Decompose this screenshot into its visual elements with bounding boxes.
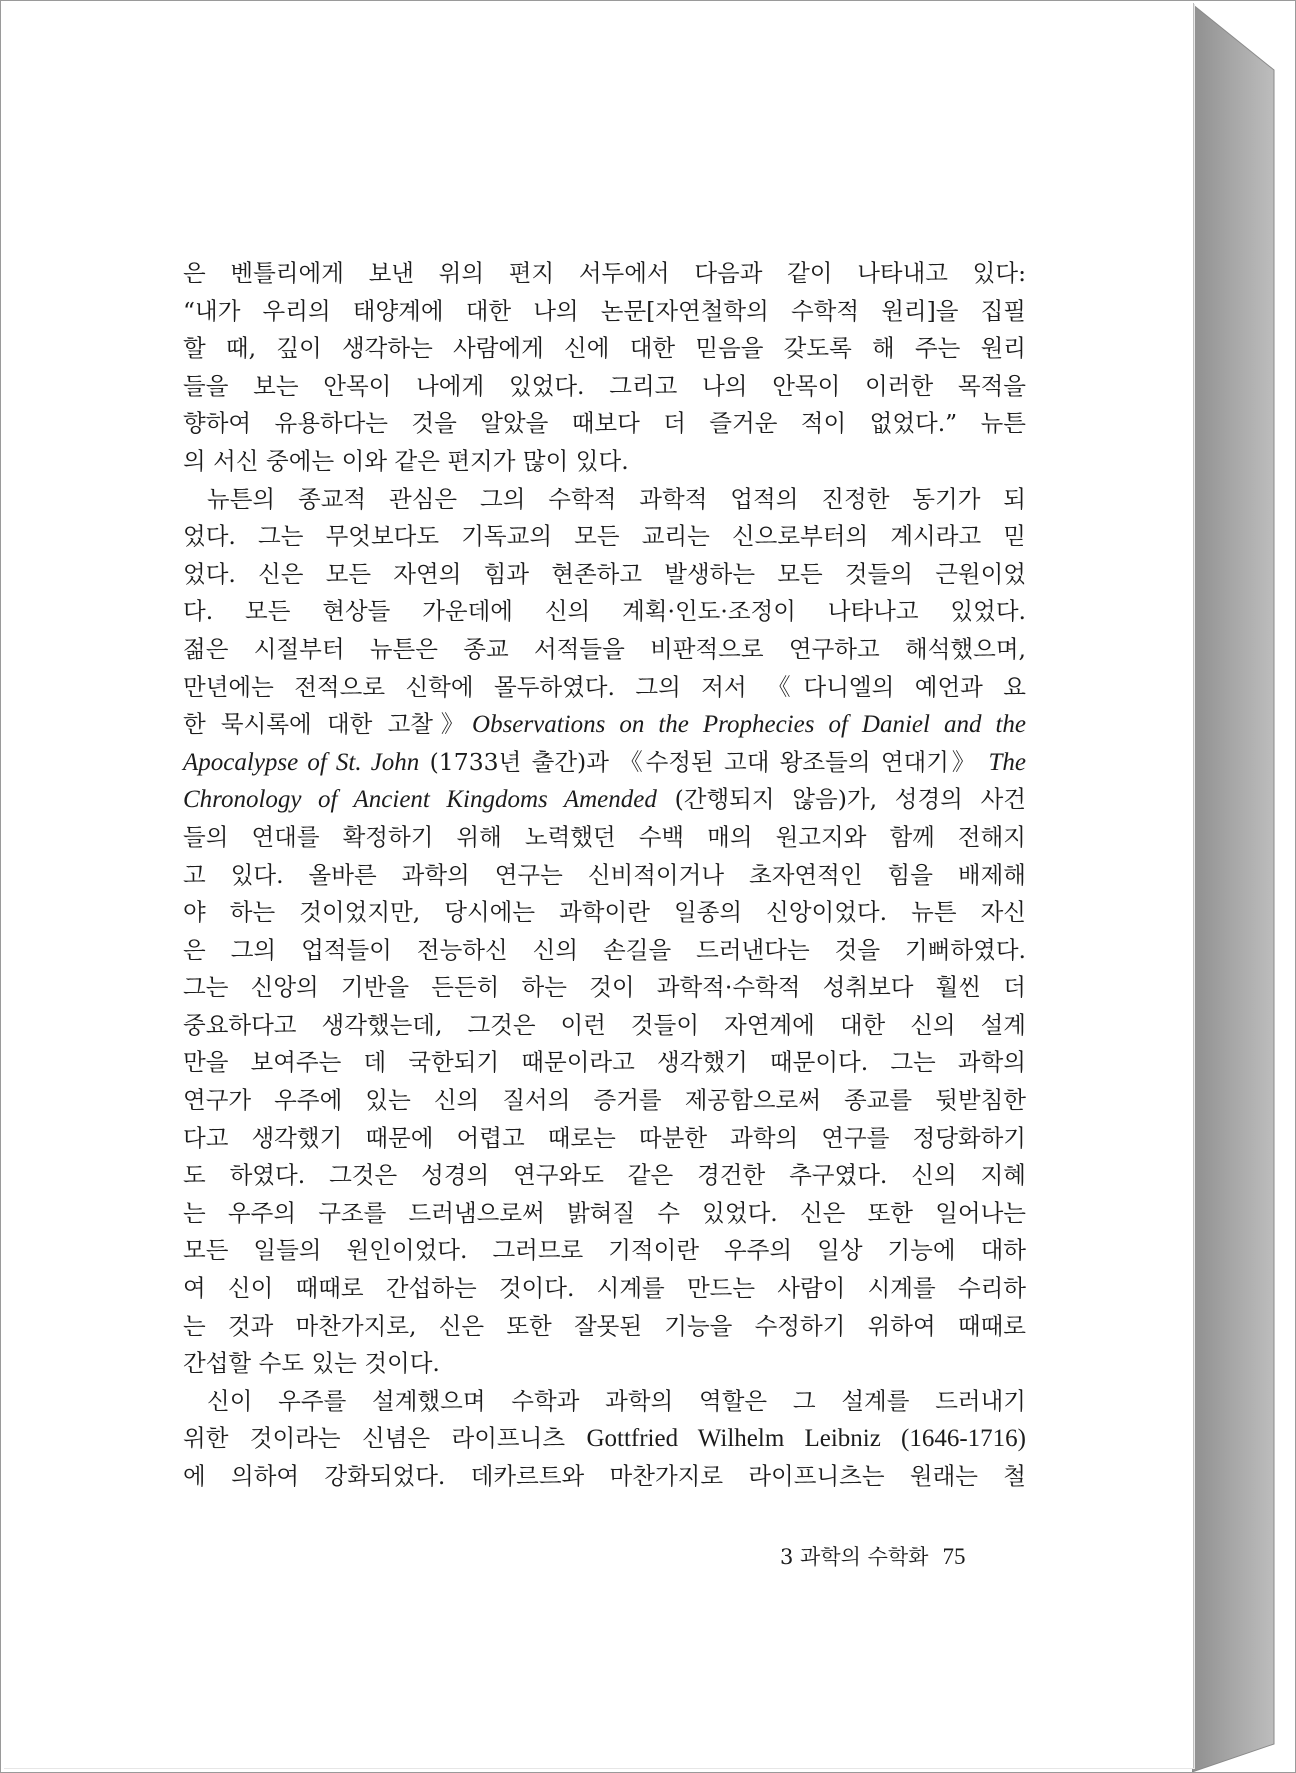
leibniz-name: Gottfried Wilhelm Leibniz (1646-1716): [586, 1425, 1026, 1453]
paragraph-start-line: 뉴튼의 종교적 관심은 그의 수학적 과학적 업적의 진정한 동기가 되: [207, 484, 1026, 513]
english-book-title-2-cont: Chronology of Ancient Kingdoms Amended: [183, 786, 657, 814]
mixed-text-line: [183, 744, 1026, 782]
running-footer: [780, 1541, 1000, 1571]
leibniz-lead: 위한 것이라는 신념은 라이프니츠: [183, 1424, 587, 1453]
page-body: [183, 255, 1026, 1496]
english-book-title-cont: Apocalypse of St. John: [183, 748, 420, 776]
text-line: 중요하다고 생각했는데, 그것은 이런 것들이 자연계에 대한 신의 설계: [183, 1010, 1026, 1039]
text-line: 만년에는 전적으로 신학에 몰두하였다. 그의 저서 《다니엘의 예언과 요: [183, 672, 1026, 701]
text-line: 그는 신앙의 기반을 든든히 하는 것이 과학적·수학적 성취보다 훨씬 더: [183, 973, 1026, 1002]
text-line: 은 벤틀리에게 보낸 위의 편지 서두에서 다음과 같이 나타내고 있다:: [183, 259, 1026, 287]
text-line: 다. 모든 현상들 가운데에 신의 계획·인도·조정이 나타나고 있었다.: [183, 597, 1026, 626]
text-line: 었다. 그는 무엇보다도 기독교의 모든 교리는 신으로부터의 계시라고 믿: [183, 522, 1026, 551]
text-line: 들의 연대를 확정하기 위해 노력했던 수백 매의 원고지와 함께 전해지: [183, 822, 1026, 851]
text-line: 향하여 유용하다는 것을 알았을 때보다 더 즐거운 적이 없었다.” 뉴튼: [183, 409, 1026, 438]
text-line: 연구가 우주에 있는 신의 질서의 증거를 제공함으로써 종교를 뒷받침한: [183, 1086, 1026, 1115]
text-line: 야 하는 것이었지만, 당시에는 과학이란 일종의 신앙이었다. 뉴튼 자신: [183, 898, 1026, 927]
chapter-title: 3 과학의 수학화: [780, 1545, 929, 1569]
text-line: 만을 보여주는 데 국한되기 때문이라고 생각했기 때문이다. 그는 과학의: [183, 1048, 1026, 1077]
mixed-text-line: [183, 1420, 1026, 1458]
english-book-title: Observations on the Prophecies of Daniel and the: [472, 711, 1027, 739]
publication-note: (1733년 출간)과 《수정된 고대 왕조들의 연대기》: [419, 747, 989, 776]
korean-book-title: 한 묵시록에 대한 고찰》: [183, 710, 473, 739]
text-line: 여 신이 때때로 간섭하는 것이다. 시계를 만드는 사람이 시계를 수리하: [183, 1274, 1026, 1303]
paragraph-start-line: 신이 우주를 설계했으며 수학과 과학의 역할은 그 설계를 드러내기: [207, 1386, 1026, 1415]
text-line: 은 그의 업적들이 전능하신 신의 손길을 드러낸다는 것을 기뻐하였다.: [183, 935, 1026, 964]
mixed-text-line: [183, 706, 1026, 744]
text-line: 할 때, 깊이 생각하는 사람에게 신에 대한 믿음을 갖도록 해 주는 원리: [183, 334, 1026, 363]
text-line: 의 서신 중에는 이와 같은 편지가 많이 있다.: [183, 446, 629, 475]
text-line: 도 하였다. 그것은 성경의 연구와도 같은 경건한 추구였다. 신의 지혜: [183, 1161, 1026, 1190]
text-line: 는 우주의 구조를 드러냄으로써 밝혀질 수 있었다. 신은 또한 일어나는: [183, 1198, 1026, 1227]
text-line: 에 의하여 강화되었다. 데카르트와 마찬가지로 라이프니츠는 원래는 철: [183, 1462, 1026, 1490]
text-line: 었다. 신은 모든 자연의 힘과 현존하고 발생하는 모든 것들의 근원이었: [183, 559, 1026, 588]
text-line: 모든 일들의 원인이었다. 그러므로 기적이란 우주의 일상 기능에 대하: [183, 1236, 1026, 1265]
text-line: 는 것과 마찬가지로, 신은 또한 잘못된 기능을 수정하기 위하여 때때로: [183, 1311, 1026, 1340]
mixed-text-line: [183, 781, 1026, 819]
text-line: 고 있다. 올바른 과학의 연구는 신비적이거나 초자연적인 힘을 배제해: [183, 860, 1026, 889]
text-line: 다고 생각했기 때문에 어렵고 때로는 따분한 과학의 연구를 정당화하기: [183, 1123, 1026, 1152]
page-depth-shading: [1192, 4, 1292, 1772]
english-book-title-2: The: [988, 748, 1026, 776]
text-line: 젊은 시절부터 뉴튼은 종교 서적들을 비판적으로 연구하고 해석했으며,: [183, 634, 1026, 663]
text-line: “내가 우리의 태양계에 대한 나의 논문[자연철학의 수학적 원리]을 집필: [183, 296, 1026, 325]
text-line: 들을 보는 안목이 나에게 있었다. 그리고 나의 안목이 이러한 목적을: [183, 371, 1026, 400]
unpublished-note: (간행되지 않음)가, 성경의 사건: [656, 785, 1026, 814]
text-line: 간섭할 수도 있는 것이다.: [183, 1349, 440, 1378]
page-number: 75: [942, 1544, 966, 1569]
